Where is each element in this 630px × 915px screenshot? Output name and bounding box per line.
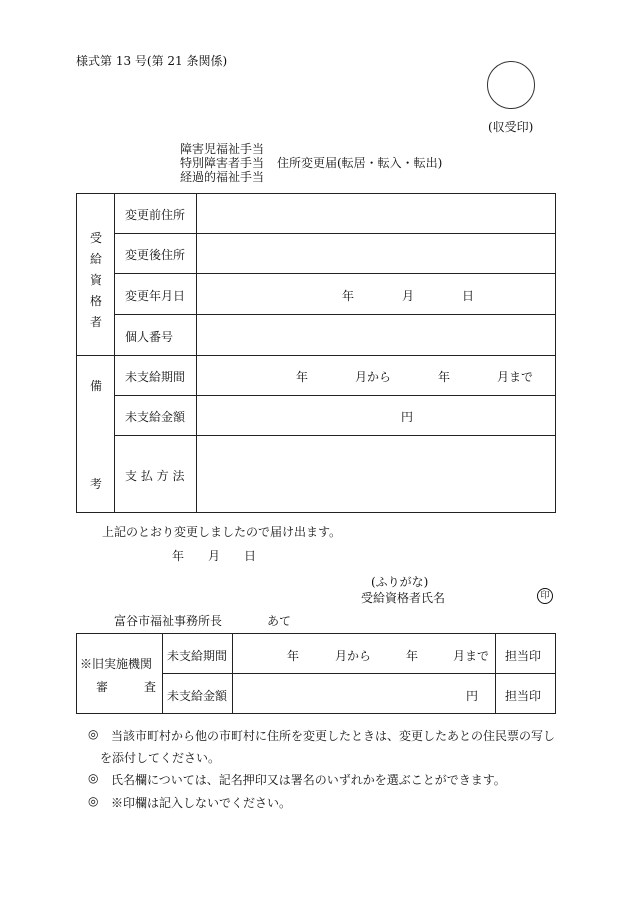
- change-date-label: 変更年月日: [125, 289, 186, 303]
- allowance-name-1: 障害児福祉手当: [180, 142, 265, 156]
- review-period-year1-unit: 年: [287, 649, 300, 663]
- review-unpaid-period-label: 未支給期間: [167, 649, 228, 663]
- change-date-month-unit: 月: [402, 289, 415, 303]
- form-title: 住所変更届(転居・転入・転出): [277, 156, 443, 170]
- review-label-right: 査: [144, 680, 157, 694]
- payment-method-label: 支 払 方 法: [125, 469, 185, 483]
- addressee-suffix: あて: [267, 614, 292, 628]
- before-address-field[interactable]: [197, 194, 555, 233]
- unpaid-period-label: 未支給期間: [125, 370, 186, 384]
- unpaid-period-year1-unit: 年: [296, 370, 309, 384]
- remarks-label-top: 備: [90, 379, 103, 393]
- note-3-mark: ◎: [88, 794, 99, 808]
- unpaid-amount-label: 未支給金額: [125, 410, 186, 424]
- personal-number-field[interactable]: [197, 315, 555, 355]
- declaration-month-unit: 月: [208, 549, 221, 563]
- recipient-label-char: 給: [90, 252, 103, 266]
- seal-mark: 印: [537, 588, 553, 604]
- review-period-year2-unit: 年: [406, 649, 419, 663]
- former-agency-label: ※旧実施機関: [80, 657, 153, 671]
- recipient-label-char: 者: [90, 315, 103, 329]
- recipient-label-char: 資: [90, 273, 103, 287]
- change-date-day-unit: 日: [462, 289, 475, 303]
- unpaid-amount-unit: 円: [401, 410, 414, 424]
- personal-number-label: 個人番号: [125, 330, 174, 344]
- payment-method-field[interactable]: [197, 436, 555, 512]
- furigana-label: (ふりがな): [371, 575, 429, 589]
- receipt-stamp-circle: [487, 61, 535, 109]
- note-1-mark: ◎: [88, 727, 99, 741]
- allowance-name-3: 経過的福祉手当: [180, 170, 265, 184]
- declaration-day-unit: 日: [244, 549, 257, 563]
- note-1-line-1: 当該市町村から他の市町村に住所を変更したときは、変更したあとの住民票の写し: [111, 729, 556, 743]
- officer-seal-label-1: 担当印: [505, 649, 542, 663]
- review-unpaid-amount-label: 未支給金額: [167, 689, 228, 703]
- recipient-label-char: 格: [90, 294, 103, 308]
- unpaid-amount-field[interactable]: [197, 396, 555, 435]
- recipient-name-label: 受給資格者氏名: [361, 591, 446, 605]
- review-amount-unit: 円: [466, 689, 479, 703]
- declaration-text: 上記のとおり変更しましたので届け出ます。: [102, 525, 342, 539]
- declaration-year-unit: 年: [172, 549, 185, 563]
- before-address-label: 変更前住所: [125, 208, 186, 222]
- after-address-label: 変更後住所: [125, 248, 186, 262]
- note-1-line-2: を添付してください。: [100, 751, 221, 765]
- unpaid-period-from-unit: 月から: [355, 370, 392, 384]
- change-date-field[interactable]: [197, 274, 555, 314]
- review-period-from-unit: 月から: [335, 649, 372, 663]
- officer-seal-label-2: 担当印: [505, 689, 542, 703]
- remarks-label-bottom: 考: [90, 477, 103, 491]
- review-period-to-unit: 月まで: [453, 649, 490, 663]
- unpaid-period-year2-unit: 年: [438, 370, 451, 384]
- change-date-year-unit: 年: [342, 289, 355, 303]
- recipient-label-char: 受: [90, 231, 103, 245]
- after-address-field[interactable]: [197, 234, 555, 273]
- note-2: 氏名欄については、記名押印又は署名のいずれかを選ぶことができます。: [111, 773, 506, 787]
- allowance-name-2: 特別障害者手当: [180, 156, 265, 170]
- receipt-stamp-label: (収受印): [488, 120, 534, 134]
- unpaid-period-to-unit: 月まで: [497, 370, 534, 384]
- review-label-left: 審: [96, 680, 109, 694]
- form-number: 様式第 13 号(第 21 条関係): [76, 54, 228, 68]
- note-2-mark: ◎: [88, 771, 99, 785]
- note-3: ※印欄は記入しないでください。: [111, 796, 292, 810]
- addressee: 富谷市福祉事務所長: [114, 614, 223, 628]
